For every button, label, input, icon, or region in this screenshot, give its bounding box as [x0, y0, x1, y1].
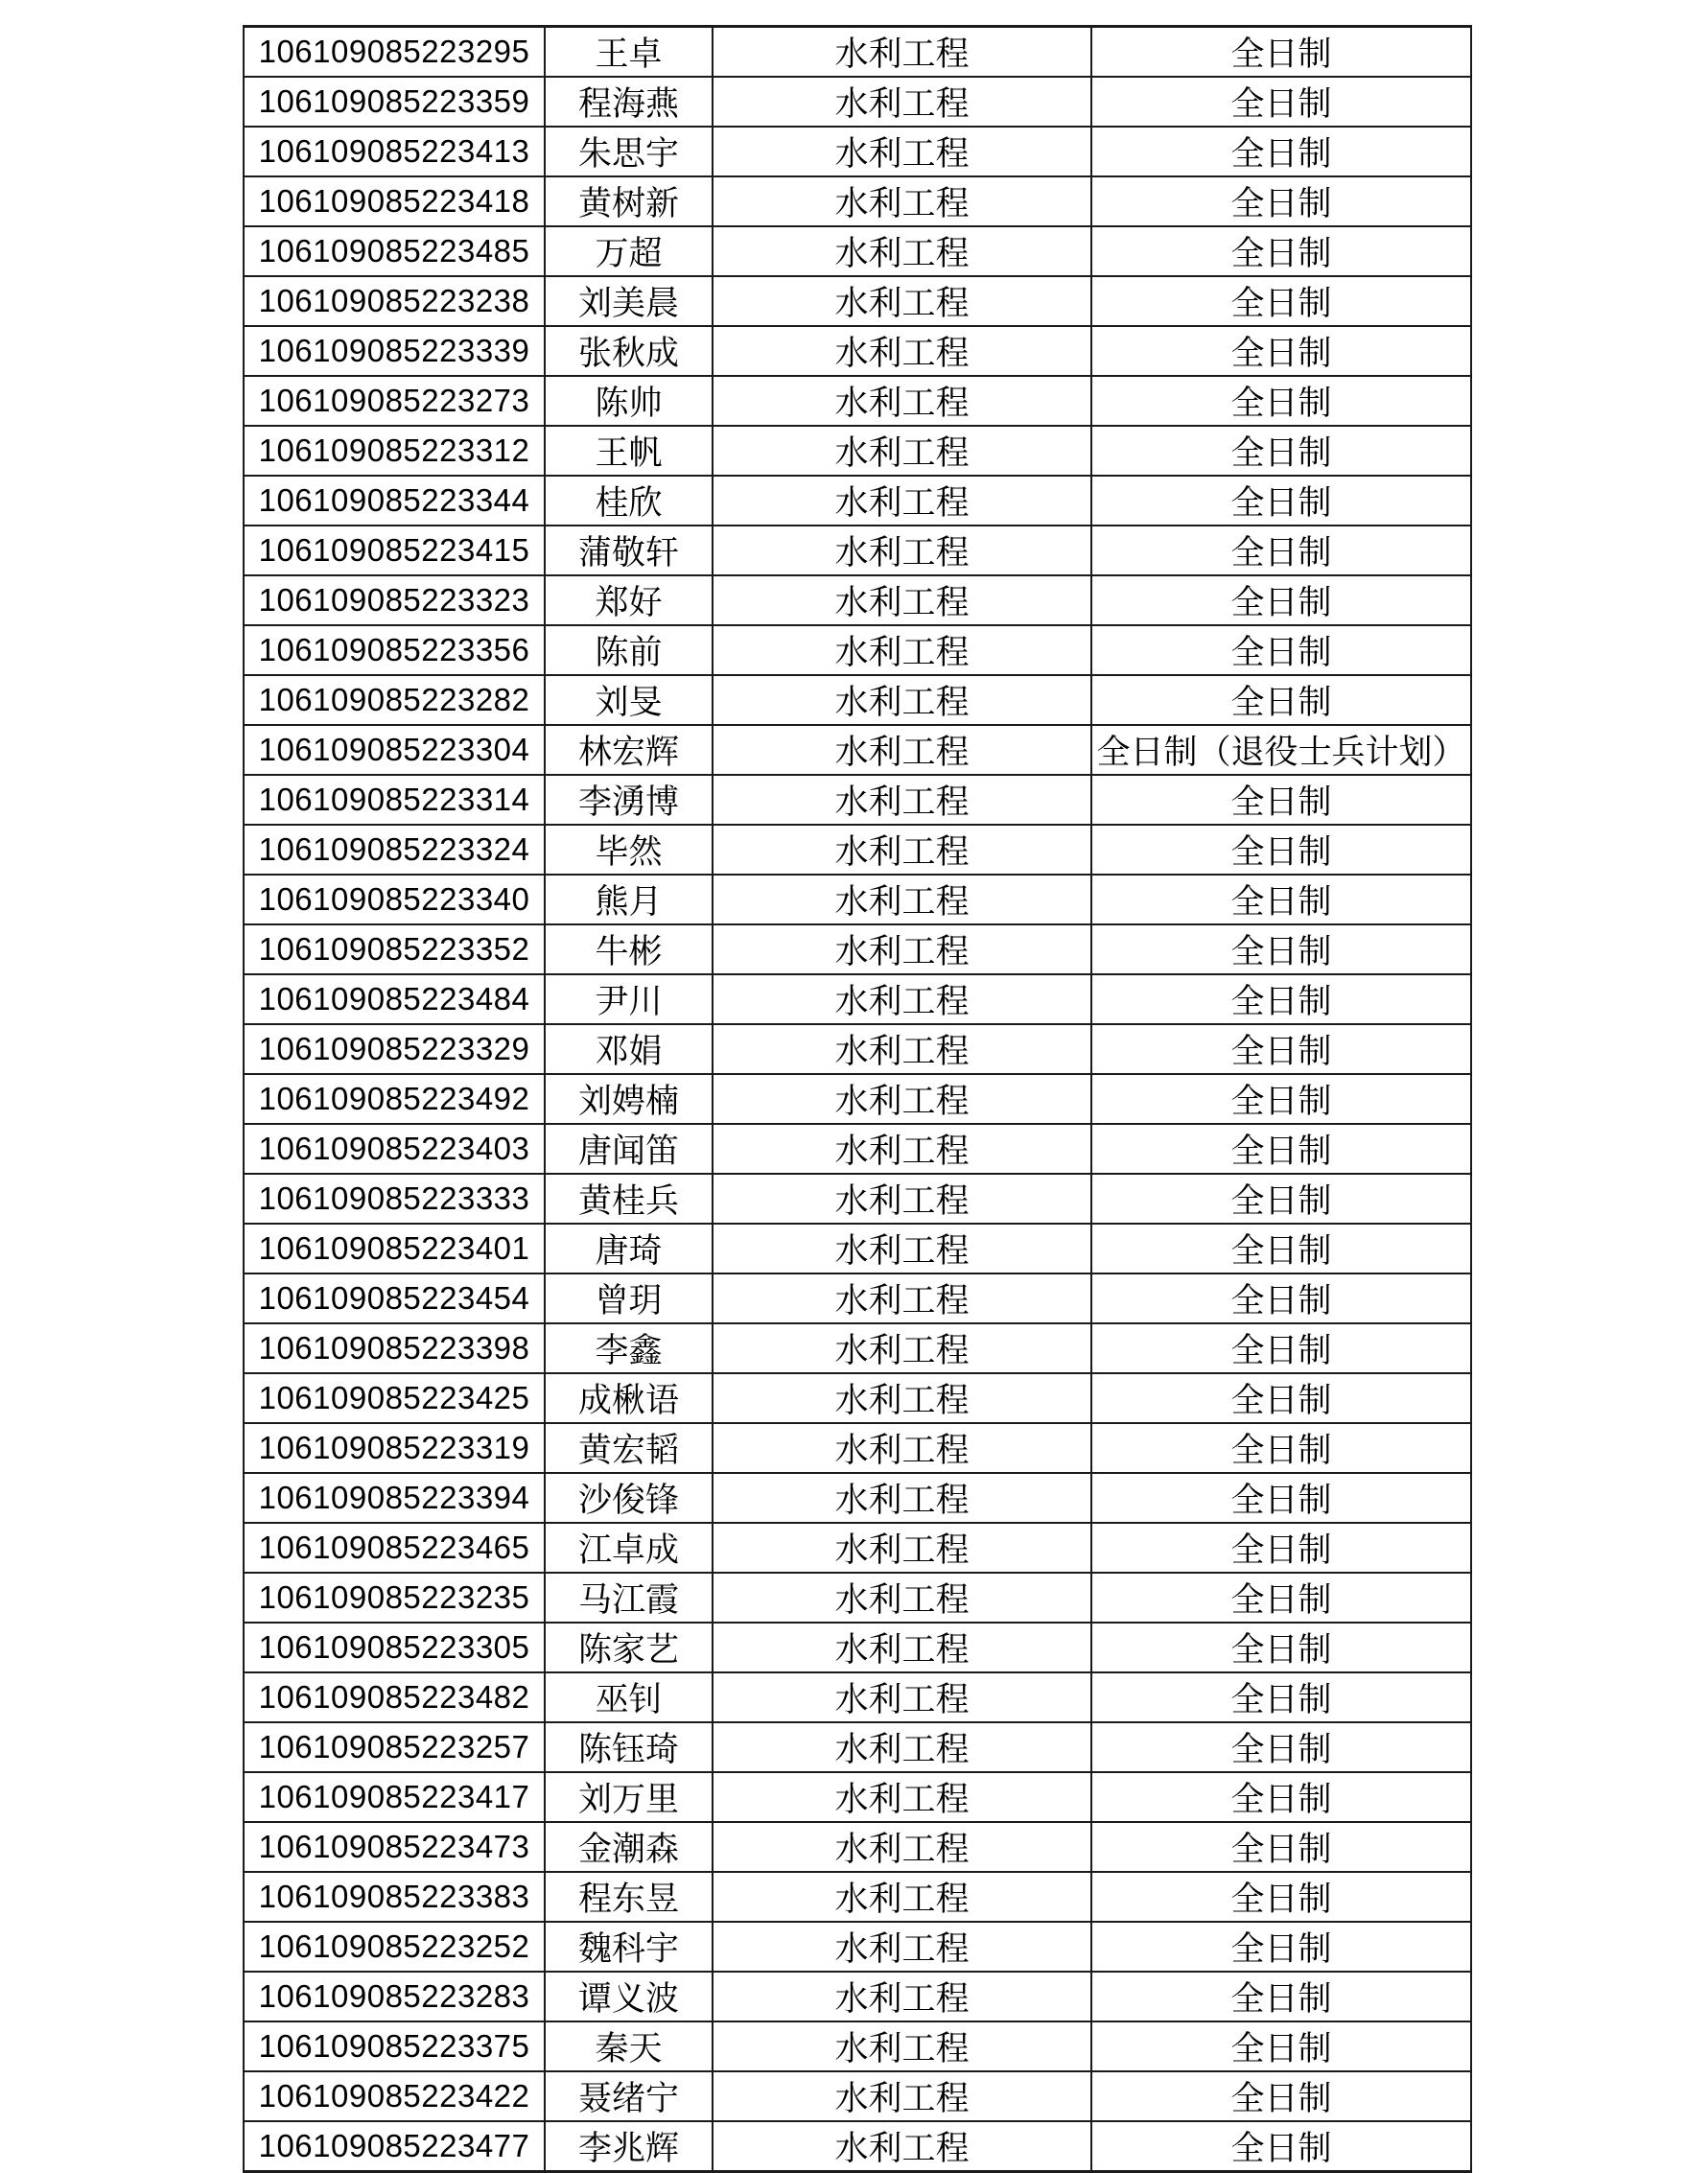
cell-major: 水利工程 — [713, 1573, 1091, 1623]
cell-candidate-id: 106109085223257 — [244, 1722, 545, 1772]
cell-name: 蒲敬轩 — [545, 526, 713, 575]
table-row — [244, 1872, 1471, 1922]
cell-major: 水利工程 — [713, 625, 1091, 675]
cell-candidate-id: 106109085223295 — [244, 27, 545, 78]
cell-candidate-id: 106109085223422 — [244, 2071, 545, 2121]
cell-study-mode: 全日制 — [1091, 276, 1471, 326]
cell-name: 唐琦 — [545, 1224, 713, 1273]
cell-study-mode: 全日制 — [1091, 1373, 1471, 1423]
table-row — [244, 1423, 1471, 1473]
cell-major: 水利工程 — [713, 2121, 1091, 2172]
cell-candidate-id: 106109085223394 — [244, 1473, 545, 1523]
cell-name: 王卓 — [545, 27, 713, 78]
cell-study-mode: 全日制 — [1091, 1074, 1471, 1124]
table-row — [244, 2121, 1471, 2172]
cell-candidate-id: 106109085223484 — [244, 974, 545, 1024]
cell-major: 水利工程 — [713, 1024, 1091, 1074]
cell-study-mode: 全日制 — [1091, 27, 1471, 78]
cell-candidate-id: 106109085223403 — [244, 1124, 545, 1174]
cell-study-mode: 全日制 — [1091, 1822, 1471, 1872]
cell-candidate-id: 106109085223235 — [244, 1573, 545, 1623]
cell-major: 水利工程 — [713, 176, 1091, 226]
cell-major: 水利工程 — [713, 77, 1091, 127]
table-row — [244, 326, 1471, 376]
table-row — [244, 1672, 1471, 1722]
cell-name: 魏科宇 — [545, 1922, 713, 1972]
cell-study-mode: 全日制 — [1091, 2071, 1471, 2121]
cell-name: 沙俊锋 — [545, 1473, 713, 1523]
cell-major: 水利工程 — [713, 1074, 1091, 1124]
cell-major: 水利工程 — [713, 1872, 1091, 1922]
cell-name: 尹川 — [545, 974, 713, 1024]
table-row — [244, 575, 1471, 625]
table-row — [244, 1922, 1471, 1972]
cell-study-mode: 全日制 — [1091, 924, 1471, 974]
cell-major: 水利工程 — [713, 1473, 1091, 1523]
cell-major: 水利工程 — [713, 775, 1091, 825]
cell-name: 程东昱 — [545, 1872, 713, 1922]
cell-major: 水利工程 — [713, 1224, 1091, 1273]
cell-candidate-id: 106109085223465 — [244, 1523, 545, 1573]
cell-candidate-id: 106109085223356 — [244, 625, 545, 675]
cell-study-mode: 全日制 — [1091, 127, 1471, 176]
cell-name: 黄树新 — [545, 176, 713, 226]
cell-name: 程海燕 — [545, 77, 713, 127]
table-row — [244, 825, 1471, 875]
cell-candidate-id: 106109085223324 — [244, 825, 545, 875]
cell-study-mode: 全日制 — [1091, 2021, 1471, 2071]
cell-major: 水利工程 — [713, 575, 1091, 625]
table-row — [244, 675, 1471, 725]
cell-name: 江卓成 — [545, 1523, 713, 1573]
cell-study-mode: 全日制 — [1091, 575, 1471, 625]
table-row — [244, 426, 1471, 476]
cell-major: 水利工程 — [713, 476, 1091, 526]
cell-name: 桂欣 — [545, 476, 713, 526]
cell-study-mode: 全日制 — [1091, 1473, 1471, 1523]
cell-name: 陈家艺 — [545, 1623, 713, 1672]
cell-candidate-id: 106109085223415 — [244, 526, 545, 575]
cell-candidate-id: 106109085223492 — [244, 1074, 545, 1124]
table-row — [244, 1573, 1471, 1623]
cell-major: 水利工程 — [713, 526, 1091, 575]
cell-candidate-id: 106109085223401 — [244, 1224, 545, 1273]
cell-study-mode: 全日制 — [1091, 1323, 1471, 1373]
table-row — [244, 1822, 1471, 1872]
cell-study-mode: 全日制 — [1091, 376, 1471, 426]
table-row — [244, 1224, 1471, 1273]
table-row — [244, 1523, 1471, 1573]
cell-major: 水利工程 — [713, 1124, 1091, 1174]
table-row — [244, 725, 1471, 775]
cell-name: 陈帅 — [545, 376, 713, 426]
cell-candidate-id: 106109085223314 — [244, 775, 545, 825]
cell-candidate-id: 106109085223383 — [244, 1872, 545, 1922]
cell-name: 黄宏韬 — [545, 1423, 713, 1473]
cell-name: 金潮森 — [545, 1822, 713, 1872]
table-row — [244, 27, 1471, 78]
cell-candidate-id: 106109085223398 — [244, 1323, 545, 1373]
cell-name: 刘旻 — [545, 675, 713, 725]
cell-study-mode: 全日制 — [1091, 1672, 1471, 1722]
table-row — [244, 1024, 1471, 1074]
table-row — [244, 1623, 1471, 1672]
table-row — [244, 775, 1471, 825]
cell-candidate-id: 106109085223323 — [244, 575, 545, 625]
cell-name: 马江霞 — [545, 1573, 713, 1623]
cell-name: 刘万里 — [545, 1772, 713, 1822]
cell-study-mode: 全日制 — [1091, 476, 1471, 526]
cell-study-mode: 全日制 — [1091, 1872, 1471, 1922]
cell-candidate-id: 106109085223333 — [244, 1174, 545, 1224]
cell-candidate-id: 106109085223418 — [244, 176, 545, 226]
table-row — [244, 226, 1471, 276]
cell-study-mode: 全日制 — [1091, 775, 1471, 825]
cell-major: 水利工程 — [713, 1722, 1091, 1772]
cell-study-mode: 全日制 — [1091, 1573, 1471, 1623]
cell-candidate-id: 106109085223454 — [244, 1273, 545, 1323]
cell-major: 水利工程 — [713, 1323, 1091, 1373]
cell-study-mode: 全日制 — [1091, 77, 1471, 127]
cell-study-mode: 全日制 — [1091, 1523, 1471, 1573]
cell-name: 陈钰琦 — [545, 1722, 713, 1772]
cell-major: 水利工程 — [713, 127, 1091, 176]
cell-study-mode: 全日制 — [1091, 526, 1471, 575]
cell-study-mode: 全日制 — [1091, 1224, 1471, 1273]
table-row — [244, 1722, 1471, 1772]
cell-candidate-id: 106109085223473 — [244, 1822, 545, 1872]
cell-name: 曾玥 — [545, 1273, 713, 1323]
cell-study-mode: 全日制 — [1091, 1772, 1471, 1822]
cell-major: 水利工程 — [713, 27, 1091, 78]
cell-candidate-id: 106109085223359 — [244, 77, 545, 127]
cell-candidate-id: 106109085223305 — [244, 1623, 545, 1672]
table-row — [244, 276, 1471, 326]
cell-name: 熊月 — [545, 875, 713, 924]
cell-major: 水利工程 — [713, 2071, 1091, 2121]
cell-candidate-id: 106109085223252 — [244, 1922, 545, 1972]
cell-study-mode: 全日制 — [1091, 675, 1471, 725]
cell-candidate-id: 106109085223477 — [244, 2121, 545, 2172]
cell-major: 水利工程 — [713, 1174, 1091, 1224]
admission-roster-table — [243, 25, 1472, 2173]
cell-name: 唐闻笛 — [545, 1124, 713, 1174]
cell-name: 李鑫 — [545, 1323, 713, 1373]
cell-candidate-id: 106109085223283 — [244, 1972, 545, 2021]
cell-major: 水利工程 — [713, 1672, 1091, 1722]
cell-study-mode: 全日制 — [1091, 1273, 1471, 1323]
cell-name: 黄桂兵 — [545, 1174, 713, 1224]
table-row — [244, 476, 1471, 526]
cell-name: 刘美晨 — [545, 276, 713, 326]
cell-study-mode: 全日制 — [1091, 2121, 1471, 2172]
cell-name: 刘娉楠 — [545, 1074, 713, 1124]
cell-study-mode: 全日制 — [1091, 1174, 1471, 1224]
table-row — [244, 1772, 1471, 1822]
cell-study-mode: 全日制 — [1091, 974, 1471, 1024]
cell-candidate-id: 106109085223339 — [244, 326, 545, 376]
table-row — [244, 1323, 1471, 1373]
cell-study-mode: 全日制 — [1091, 1722, 1471, 1772]
table-row — [244, 1074, 1471, 1124]
cell-candidate-id: 106109085223413 — [244, 127, 545, 176]
cell-candidate-id: 106109085223329 — [244, 1024, 545, 1074]
cell-major: 水利工程 — [713, 326, 1091, 376]
cell-candidate-id: 106109085223282 — [244, 675, 545, 725]
cell-major: 水利工程 — [713, 875, 1091, 924]
cell-name: 巫钊 — [545, 1672, 713, 1722]
cell-study-mode: 全日制（退役士兵计划） — [1091, 725, 1471, 775]
table-row — [244, 127, 1471, 176]
table-row — [244, 1174, 1471, 1224]
cell-study-mode: 全日制 — [1091, 426, 1471, 476]
cell-major: 水利工程 — [713, 1623, 1091, 1672]
cell-study-mode: 全日制 — [1091, 176, 1471, 226]
cell-study-mode: 全日制 — [1091, 1972, 1471, 2021]
table-row — [244, 2021, 1471, 2071]
table-row — [244, 376, 1471, 426]
cell-name: 张秋成 — [545, 326, 713, 376]
cell-major: 水利工程 — [713, 376, 1091, 426]
cell-name: 朱思宇 — [545, 127, 713, 176]
table-row — [244, 526, 1471, 575]
table-row — [244, 2071, 1471, 2121]
cell-candidate-id: 106109085223375 — [244, 2021, 545, 2071]
cell-name: 邓娟 — [545, 1024, 713, 1074]
cell-name: 郑好 — [545, 575, 713, 625]
cell-candidate-id: 106109085223238 — [244, 276, 545, 326]
cell-candidate-id: 106109085223312 — [244, 426, 545, 476]
table-row — [244, 974, 1471, 1024]
cell-major: 水利工程 — [713, 1273, 1091, 1323]
table-row — [244, 875, 1471, 924]
cell-major: 水利工程 — [713, 1772, 1091, 1822]
cell-candidate-id: 106109085223417 — [244, 1772, 545, 1822]
cell-major: 水利工程 — [713, 1373, 1091, 1423]
cell-name: 秦天 — [545, 2021, 713, 2071]
cell-name: 成楸语 — [545, 1373, 713, 1423]
table-row — [244, 1473, 1471, 1523]
cell-major: 水利工程 — [713, 1922, 1091, 1972]
cell-candidate-id: 106109085223425 — [244, 1373, 545, 1423]
cell-study-mode: 全日制 — [1091, 1423, 1471, 1473]
cell-study-mode: 全日制 — [1091, 326, 1471, 376]
cell-candidate-id: 106109085223344 — [244, 476, 545, 526]
cell-name: 聂绪宁 — [545, 2071, 713, 2121]
cell-study-mode: 全日制 — [1091, 226, 1471, 276]
cell-name: 王帆 — [545, 426, 713, 476]
table-row — [244, 176, 1471, 226]
table-row — [244, 1972, 1471, 2021]
cell-major: 水利工程 — [713, 1972, 1091, 2021]
cell-study-mode: 全日制 — [1091, 1922, 1471, 1972]
cell-major: 水利工程 — [713, 675, 1091, 725]
cell-major: 水利工程 — [713, 825, 1091, 875]
table-row — [244, 625, 1471, 675]
table-row — [244, 1373, 1471, 1423]
cell-candidate-id: 106109085223482 — [244, 1672, 545, 1722]
table-row — [244, 1273, 1471, 1323]
cell-candidate-id: 106109085223485 — [244, 226, 545, 276]
cell-major: 水利工程 — [713, 1822, 1091, 1872]
cell-major: 水利工程 — [713, 276, 1091, 326]
cell-study-mode: 全日制 — [1091, 625, 1471, 675]
cell-major: 水利工程 — [713, 974, 1091, 1024]
cell-name: 毕然 — [545, 825, 713, 875]
cell-major: 水利工程 — [713, 2021, 1091, 2071]
cell-major: 水利工程 — [713, 426, 1091, 476]
cell-name: 李兆辉 — [545, 2121, 713, 2172]
cell-name: 林宏辉 — [545, 725, 713, 775]
cell-name: 谭义波 — [545, 1972, 713, 2021]
cell-study-mode: 全日制 — [1091, 825, 1471, 875]
cell-name: 牛彬 — [545, 924, 713, 974]
table-row — [244, 1124, 1471, 1174]
cell-study-mode: 全日制 — [1091, 1124, 1471, 1174]
admission-roster-table-body — [244, 27, 1471, 2172]
cell-study-mode: 全日制 — [1091, 1024, 1471, 1074]
cell-candidate-id: 106109085223340 — [244, 875, 545, 924]
cell-major: 水利工程 — [713, 1423, 1091, 1473]
cell-candidate-id: 106109085223352 — [244, 924, 545, 974]
cell-candidate-id: 106109085223319 — [244, 1423, 545, 1473]
cell-major: 水利工程 — [713, 924, 1091, 974]
cell-name: 陈前 — [545, 625, 713, 675]
cell-name: 李湧博 — [545, 775, 713, 825]
table-row — [244, 77, 1471, 127]
cell-major: 水利工程 — [713, 725, 1091, 775]
cell-study-mode: 全日制 — [1091, 875, 1471, 924]
table-row — [244, 924, 1471, 974]
cell-name: 万超 — [545, 226, 713, 276]
cell-candidate-id: 106109085223273 — [244, 376, 545, 426]
cell-study-mode: 全日制 — [1091, 1623, 1471, 1672]
cell-candidate-id: 106109085223304 — [244, 725, 545, 775]
cell-major: 水利工程 — [713, 226, 1091, 276]
cell-major: 水利工程 — [713, 1523, 1091, 1573]
